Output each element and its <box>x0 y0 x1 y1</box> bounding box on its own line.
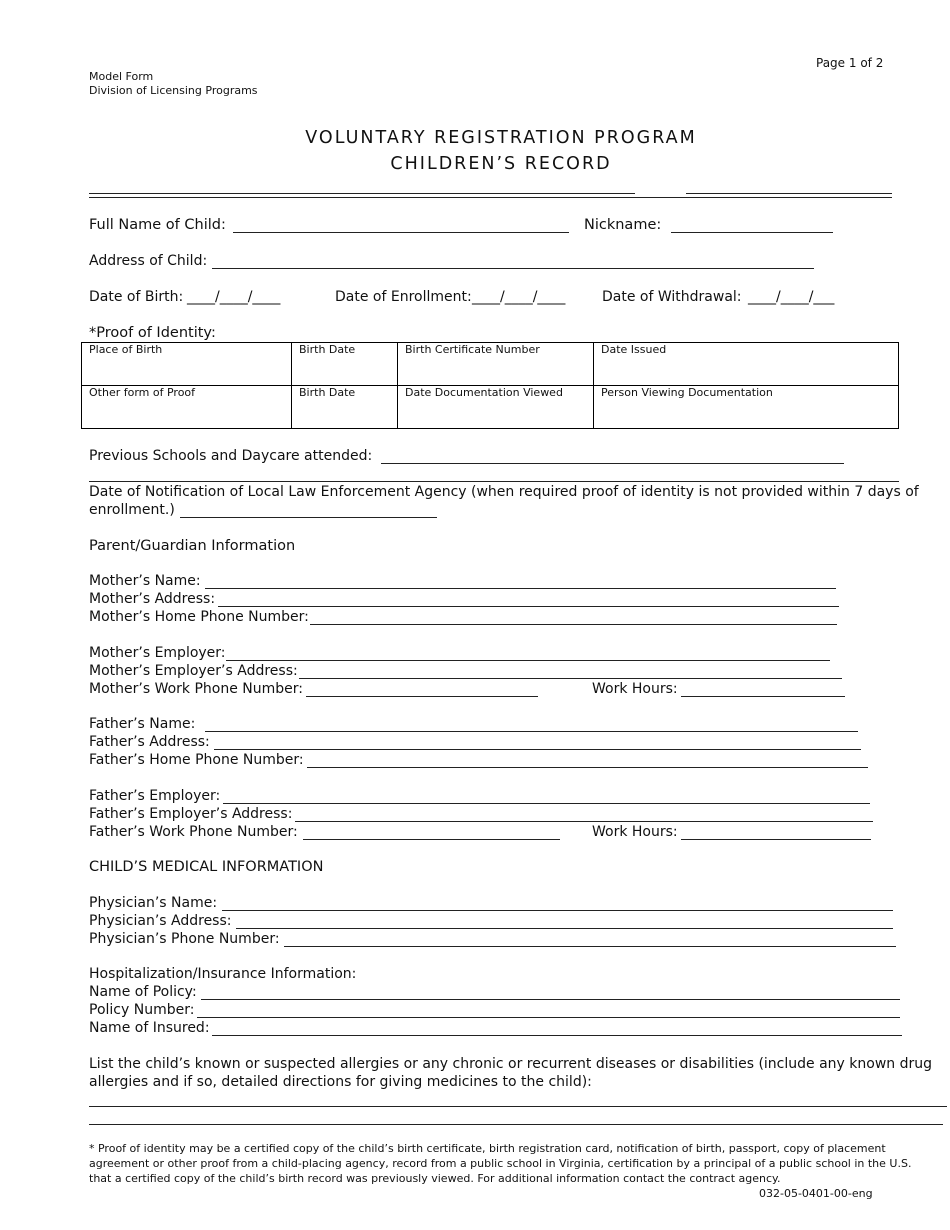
notification-label-cont: enrollment.) <box>89 502 175 518</box>
mother-work-hours-field[interactable] <box>681 696 845 697</box>
withdrawal-label: Date of Withdrawal: <box>602 289 742 305</box>
full-name-field[interactable] <box>233 232 569 233</box>
place-of-birth-cell[interactable]: Place of Birth <box>82 343 292 386</box>
policy-number-field[interactable] <box>197 1017 900 1018</box>
mother-employer-field[interactable] <box>226 660 830 661</box>
mother-employer-label: Mother’s Employer: <box>89 645 226 661</box>
physician-phone-label: Physician’s Phone Number: <box>89 931 280 947</box>
allergies-label-cont: allergies and if so, detailed directions for giving medicines to the child): <box>89 1074 592 1090</box>
division-label: Division of Licensing Programs <box>89 84 258 97</box>
father-employer-address-label: Father’s Employer’s Address: <box>89 806 293 822</box>
footnote-line-3: that a certified copy of the child’s birth record was previously viewed. For additional information contact the contract agency. <box>89 1172 781 1185</box>
form-code: 032-05-0401-00-eng <box>759 1187 873 1200</box>
date-viewed-cell[interactable]: Date Documentation Viewed <box>398 386 594 429</box>
allergies-label: List the child’s known or suspected allergies or any chronic or recurrent diseases or disabilities (include any known drug <box>89 1056 932 1072</box>
physician-name-field[interactable] <box>222 910 893 911</box>
footnote-line-1: * Proof of identity may be a certified copy of the child’s birth certificate, birth registration card, notification of birth, passport, copy of placement <box>89 1142 886 1155</box>
enrollment-label: Date of Enrollment: <box>335 289 472 305</box>
dob-field[interactable]: ____/____/____ <box>187 289 281 305</box>
model-form-label: Model Form <box>89 70 154 83</box>
proof-table <box>81 342 899 429</box>
father-work-phone-label: Father’s Work Phone Number: <box>89 824 298 840</box>
physician-address-field[interactable] <box>236 928 893 929</box>
form-title: VOLUNTARY REGISTRATION PROGRAM <box>305 128 697 148</box>
physician-phone-field[interactable] <box>284 946 896 947</box>
date-issued-cell[interactable]: Date Issued <box>594 343 899 386</box>
policy-name-field[interactable] <box>201 999 900 1000</box>
proof-row <box>82 386 899 429</box>
father-work-hours-field[interactable] <box>681 839 871 840</box>
full-name-label: Full Name of Child: <box>89 217 226 233</box>
father-address-field[interactable] <box>214 749 861 750</box>
birth-certificate-cell[interactable]: Birth Certificate Number <box>398 343 594 386</box>
mother-address-field[interactable] <box>218 606 839 607</box>
physician-name-label: Physician’s Name: <box>89 895 218 911</box>
father-employer-field[interactable] <box>223 803 870 804</box>
notification-label: Date of Notification of Local Law Enforcement Agency (when required proof of identity is not provided within 7 days of <box>89 484 919 500</box>
medical-heading: CHILD’S MEDICAL INFORMATION <box>89 859 324 875</box>
mother-home-phone-label: Mother’s Home Phone Number: <box>89 609 309 625</box>
mother-work-phone-field[interactable] <box>306 696 538 697</box>
parent-heading: Parent/Guardian Information <box>89 538 296 554</box>
mother-employer-address-field[interactable] <box>299 678 842 679</box>
policy-number-label: Policy Number: <box>89 1002 195 1018</box>
birth-date-cell[interactable]: Birth Date <box>292 343 398 386</box>
page-indicator: Page 1 of 2 <box>816 56 884 70</box>
nickname-label: Nickname: <box>584 217 662 233</box>
previous-schools-field-2[interactable] <box>89 481 899 482</box>
previous-schools-label: Previous Schools and Daycare attended: <box>89 448 373 464</box>
father-work-phone-field[interactable] <box>303 839 560 840</box>
title-rule <box>89 193 635 194</box>
notification-field[interactable] <box>180 517 437 518</box>
mother-work-phone-label: Mother’s Work Phone Number: <box>89 681 303 697</box>
title-rule-bottom <box>89 197 892 198</box>
mother-name-field[interactable] <box>205 588 836 589</box>
proof-row <box>82 343 899 386</box>
person-viewing-cell[interactable]: Person Viewing Documentation <box>594 386 899 429</box>
dob-label: Date of Birth: <box>89 289 184 305</box>
father-name-field[interactable] <box>205 731 858 732</box>
father-address-label: Father’s Address: <box>89 734 210 750</box>
other-proof-cell[interactable]: Other form of Proof <box>82 386 292 429</box>
policy-name-label: Name of Policy: <box>89 984 197 1000</box>
father-employer-address-field[interactable] <box>295 821 873 822</box>
withdrawal-field[interactable]: ____/____/___ <box>748 289 835 305</box>
insured-name-field[interactable] <box>212 1035 902 1036</box>
previous-schools-field[interactable] <box>381 463 844 464</box>
mother-work-hours-label: Work Hours: <box>592 681 678 697</box>
address-label: Address of Child: <box>89 253 208 269</box>
physician-address-label: Physician’s Address: <box>89 913 232 929</box>
insured-name-label: Name of Insured: <box>89 1020 210 1036</box>
father-work-hours-label: Work Hours: <box>592 824 678 840</box>
enrollment-field[interactable]: ____/____/____ <box>472 289 566 305</box>
allergies-field-2[interactable] <box>89 1124 943 1125</box>
father-home-phone-field[interactable] <box>307 767 868 768</box>
allergies-field-1[interactable] <box>89 1106 947 1107</box>
mother-home-phone-field[interactable] <box>310 624 837 625</box>
hospitalization-label: Hospitalization/Insurance Information: <box>89 966 357 982</box>
form-subtitle: CHILDREN’S RECORD <box>390 154 612 174</box>
father-name-label: Father’s Name: <box>89 716 196 732</box>
proof-heading: *Proof of Identity: <box>89 325 216 341</box>
birth-date-cell-2[interactable]: Birth Date <box>292 386 398 429</box>
mother-employer-address-label: Mother’s Employer’s Address: <box>89 663 298 679</box>
mother-name-label: Mother’s Name: <box>89 573 201 589</box>
address-field[interactable] <box>212 268 814 269</box>
footnote-line-2: agreement or other proof from a child-placing agency, record from a public school in Virginia, certification by a principal of a public school in the U.S. <box>89 1157 912 1170</box>
mother-address-label: Mother’s Address: <box>89 591 216 607</box>
nickname-field[interactable] <box>671 232 833 233</box>
title-rule-right <box>686 193 892 194</box>
father-home-phone-label: Father’s Home Phone Number: <box>89 752 304 768</box>
father-employer-label: Father’s Employer: <box>89 788 221 804</box>
